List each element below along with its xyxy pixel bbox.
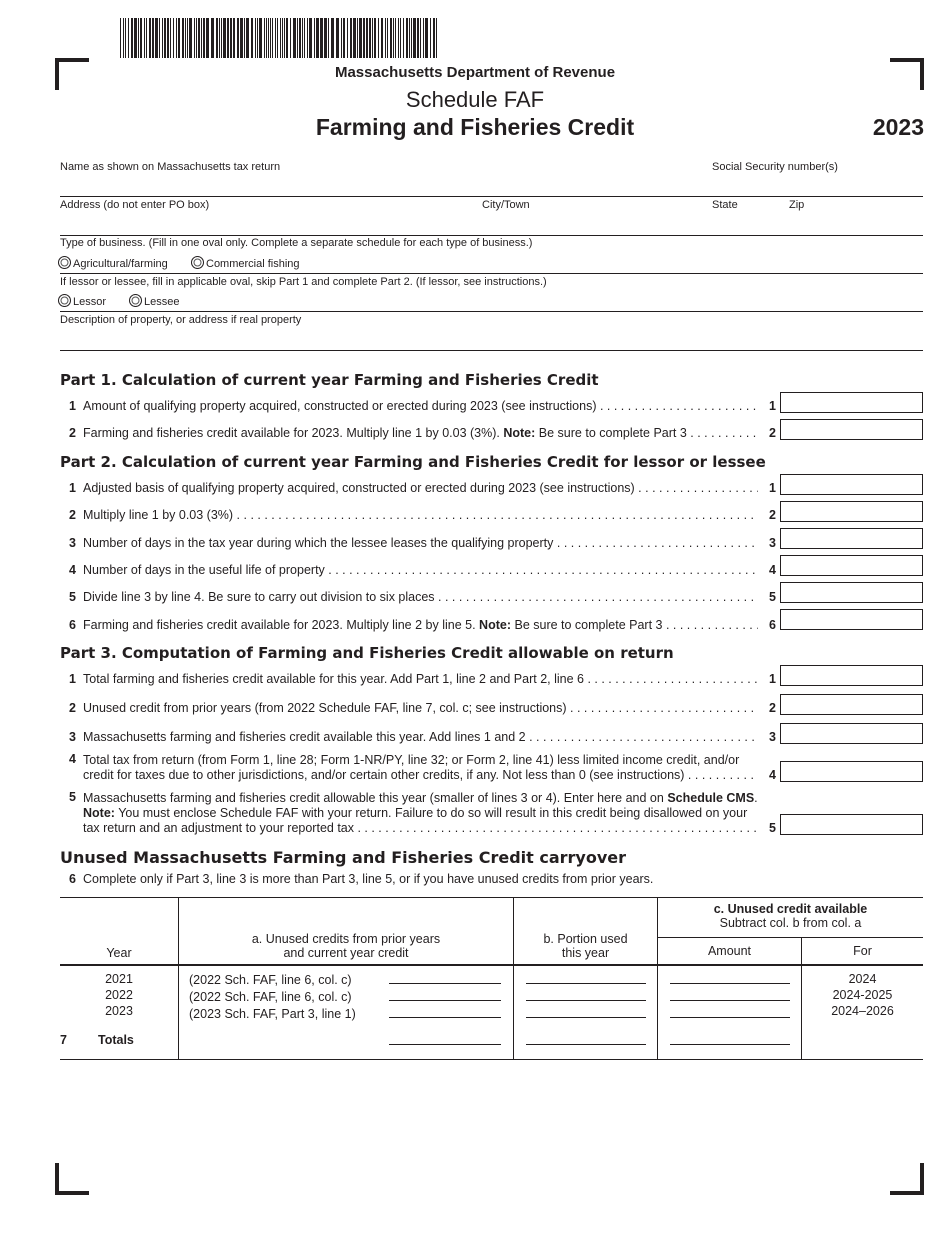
part3-title: Part 3. Computation of Farming and Fisheries Credit allowable on return [60,644,674,662]
source-2021: (2022 Sch. FAF, line 6, col. c) [189,972,352,987]
agricultural-option[interactable] [58,256,168,270]
col-b-cells [514,965,658,1022]
col-for-cells [802,965,924,1022]
col-amount-header: Amount [658,938,802,965]
lessor-radio[interactable] [58,294,71,307]
agricultural-label: Agricultural/farming [73,258,168,270]
schedule-name: Schedule FAF [405,87,545,112]
lessor-label: Lessor [73,296,107,308]
form-title: Farming and Fisheries Credit [315,114,635,140]
address-field[interactable] [60,235,923,236]
address-label: Address (do not enter PO box) [60,199,210,211]
totals-col-for [802,1022,924,1060]
business-type-label: Type of business. (Fill in one oval only. Complete a separate schedule for each type of business.) [60,237,533,249]
totals-row-label: 7 Totals [60,1022,179,1060]
col-c-input-2023[interactable] [670,1005,790,1018]
part3-line5-text-a: Massachusetts farming and fisheries credit allowable this year (smaller of lines 3 or 4). Enter here and on Schedule CMS. [83,791,758,805]
col-c-input-2022[interactable] [670,988,790,1001]
part2-line1: 1 Adjusted basis of qualifying property acquired, constructed or erected during 2023 (see instructions) . . . 1 [60,481,780,497]
part3-line3-input[interactable] [780,723,923,744]
barcode [120,18,438,58]
for-2023: 2024–2026 [831,1003,894,1018]
col-year-header: Year [60,898,179,965]
totals-col-b [514,1022,658,1060]
part3-line1-input[interactable] [780,665,923,686]
year-2022: 2022 [105,987,133,1002]
tax-year: 2023 [872,114,924,140]
source-2023: (2023 Sch. FAF, Part 3, line 1) [189,1006,356,1021]
carryover-title: Unused Massachusetts Farming and Fisheries Credit carryover [60,848,627,867]
col-c-header: c. Unused credit available Subtract col. b from col. a [658,898,924,938]
for-2022: 2024-2025 [832,987,893,1002]
part3-line1: 1 Total farming and fisheries credit available for this year. Add Part 1, line 2 and Part 2, line 6 . . . 1 [60,672,780,688]
col-a-input-2021[interactable] [389,971,501,984]
part3-line5-input[interactable] [780,814,923,835]
part2-line6: 6 Farming and fisheries credit available for 2023. Multiply line 2 by line 5. Note: Be sure to complete Part 3 . . . 6 [60,618,780,634]
divider [60,311,923,312]
part2-line2: 2 Multiply line 1 by 0.03 (3%) . . . 2 [60,508,780,524]
col-a-header: a. Unused credits from prior years and current year credit [179,898,514,965]
part2-line4: 4 Number of days in the useful life of property . . . 4 [60,563,780,579]
part3-line3: 3 Massachusetts farming and fisheries credit available this year. Add lines 1 and 2 . . . 3 [60,730,780,746]
for-2021: 2024 [848,971,877,986]
lessor-option[interactable] [58,294,106,308]
city-label: City/Town [482,199,530,211]
col-b-header: b. Portion used this year [514,898,658,965]
col-for-header: For [802,938,924,965]
department-name: Massachusetts Department of Revenue [334,64,616,81]
part2-line3: 3 Number of days in the tax year during which the lessee leases the qualifying property . . . 3 [60,536,780,552]
part1-title: Part 1. Calculation of current year Farming and Fisheries Credit [60,371,599,389]
totals-col-c [658,1022,802,1060]
divider [60,273,923,274]
part2-line3-input[interactable] [780,528,923,549]
part3-line4: credit for taxes due to other jurisdictions, and/or certain other credits, if any. Not less than 0 (see instructions) . . . 4 [60,768,780,784]
part2-line4-input[interactable] [780,555,923,576]
commercial-fishing-radio[interactable] [191,256,204,269]
col-b-input-2021[interactable] [526,971,646,984]
carryover-table [60,897,923,1060]
col-b-input-2023[interactable] [526,1005,646,1018]
part2-line1-input[interactable] [780,474,923,495]
col-a-input-2023[interactable] [389,1005,501,1018]
lessee-label: Lessee [144,296,180,308]
totals-col-a-input[interactable] [389,1032,501,1045]
lessee-option[interactable] [129,294,179,308]
name-ssn-field[interactable] [60,196,923,197]
part2-line5-input[interactable] [780,582,923,603]
part3-line4-number: 4 [69,752,76,766]
description-label: Description of property, or address if real property [60,314,302,326]
col-a-cells [179,965,514,1022]
col-a-input-2022[interactable] [389,988,501,1001]
registration-mark-bottom-right [890,1163,924,1195]
ssn-label: Social Security number(s) [712,161,838,173]
part3-line5: tax return and an adjustment to your reported tax . . . 5 [60,821,780,837]
part1-line2-input[interactable] [780,419,923,440]
part3-line5-text-b: Note: You must enclose Schedule FAF with your return. Failure to do so will result in this credit being disallowed on your [83,806,748,820]
totals-col-a [179,1022,514,1060]
part2-line6-input[interactable] [780,609,923,630]
commercial-fishing-option[interactable] [191,256,300,270]
part3-line2: 2 Unused credit from prior years (from 2022 Schedule FAF, line 7, col. c; see instructions) . . . 2 [60,701,780,717]
lessee-radio[interactable] [129,294,142,307]
year-2021: 2021 [105,971,133,986]
state-label: State [712,199,738,211]
lessor-lessee-label: If lessor or lessee, fill in applicable oval, skip Part 1 and complete Part 2. (If lessor, see instructions.) [60,276,547,288]
name-label: Name as shown on Massachusetts tax return [60,161,281,173]
description-field[interactable] [60,350,923,351]
part1-line1-input[interactable] [780,392,923,413]
carryover-line6: 6 Complete only if Part 3, line 3 is more than Part 3, line 5, or if you have unused credits from prior years. [69,872,654,886]
part2-line5: 5 Divide line 3 by line 4. Be sure to carry out division to six places . . . 5 [60,590,780,606]
years-cell [60,965,179,1022]
part3-line4-text-a: Total tax from return (from Form 1, line 28; Form 1-NR/PY, line 32; or Form 2, line 41) less limited income credit, and/or [83,753,740,767]
registration-mark-bottom-left [55,1163,89,1195]
commercial-fishing-label: Commercial fishing [206,258,300,270]
part1-line1: 1 Amount of qualifying property acquired, constructed or erected during 2023 (see instructions) . . . 1 [60,399,780,415]
source-2022: (2022 Sch. FAF, line 6, col. c) [189,989,352,1004]
zip-label: Zip [789,199,805,211]
year-2023: 2023 [105,1003,133,1018]
agricultural-radio[interactable] [58,256,71,269]
totals-col-c-input[interactable] [670,1032,790,1045]
totals-col-b-input[interactable] [526,1032,646,1045]
part2-title: Part 2. Calculation of current year Farming and Fisheries Credit for lessor or lessee [60,453,766,471]
part3-line4-input[interactable] [780,761,923,782]
col-c-input-2021[interactable] [670,971,790,984]
part3-line5-number: 5 [69,790,76,804]
part2-line2-input[interactable] [780,501,923,522]
part3-line2-input[interactable] [780,694,923,715]
part1-line2: 2 Farming and fisheries credit available for 2023. Multiply line 1 by 0.03 (3%). Note: Be sure to complete Part 3 . . . 2 [60,426,780,442]
col-c-amount-cells [658,965,802,1022]
col-b-input-2022[interactable] [526,988,646,1001]
